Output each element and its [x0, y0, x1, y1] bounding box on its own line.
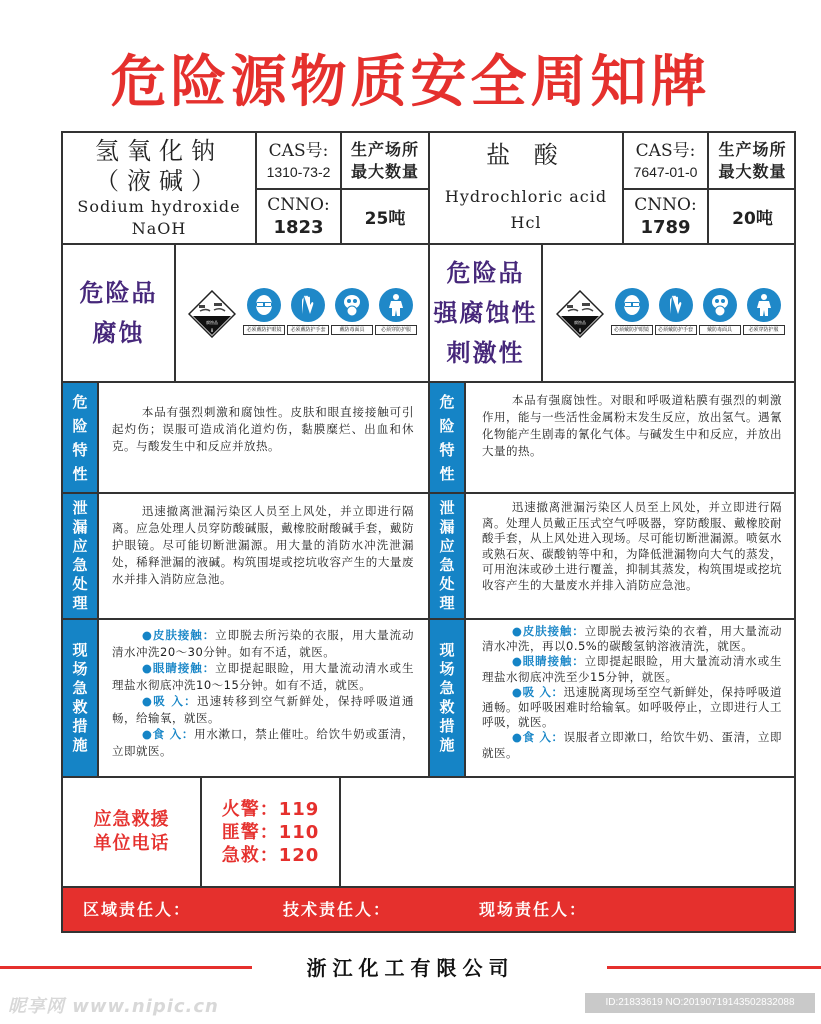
corrosive-hazard-icon	[188, 290, 236, 338]
ppe-label: 必须戴防护手套	[655, 325, 697, 335]
right-hazard-class	[430, 245, 541, 381]
right-formula: Hcl	[510, 213, 542, 232]
police-number: 匪警：110	[221, 821, 320, 843]
company-name: 浙江化工有限公司	[306, 956, 515, 980]
left-quantity	[342, 190, 428, 243]
area-responsible: 区域责任人：	[83, 900, 192, 919]
gas-mask-icon	[335, 288, 369, 322]
right-first-aid	[482, 624, 782, 761]
right-quantity	[709, 190, 796, 243]
left-hazard-label: 危 险 特 性	[63, 383, 97, 492]
aid-item: ●食 入：误服者立即漱口，给饮牛奶、蛋清，立即就医。	[482, 730, 782, 760]
hazard-class-line: 强腐蚀性	[433, 299, 538, 327]
right-cnno-label: CNNO:	[634, 194, 697, 215]
ppe-gloves	[288, 288, 328, 335]
left-max-label	[342, 133, 428, 188]
right-cas	[624, 133, 707, 188]
protective-suit-icon	[379, 288, 413, 322]
page-title: 危险源物质安全周知牌	[110, 50, 711, 115]
gloves-icon	[659, 288, 693, 322]
goggles-icon	[247, 288, 281, 322]
svg-text:腐蚀品: 腐蚀品	[206, 320, 218, 325]
right-cn-name: 盐 酸	[486, 141, 566, 169]
emergency-numbers	[202, 778, 339, 886]
ppe-label: 必须穿防护服	[375, 325, 417, 335]
left-chemical-name	[63, 133, 255, 243]
right-hazard-label: 危 险 特 性	[430, 383, 464, 492]
left-en-name: Sodium hydroxide	[77, 197, 241, 216]
ppe-gloves	[656, 288, 696, 335]
ambulance-number: 急救：120	[221, 844, 320, 866]
right-chemical-name	[430, 133, 622, 243]
hazard-class-line: 危险品	[79, 279, 158, 307]
fire-number: 火警：119	[221, 798, 320, 820]
svg-text:8: 8	[578, 328, 581, 333]
left-hazard-text: 本品有强烈刺激和腐蚀性。皮肤和眼直接接触可引起灼伤；误服可造成消化道灼伤，黏膜糜烂、出血和休克。与酸发生中和反应并放热。	[112, 405, 414, 453]
hazard-class-line: 危险品	[446, 259, 525, 287]
right-max-label	[709, 133, 796, 188]
aid-item: ●皮肤接触：立即脱去所污染的衣服，用大量流动清水冲洗20～30分钟。如有不适，就医。	[112, 628, 415, 659]
responsible-bar	[63, 888, 794, 931]
max-label-line2: 最大数量	[718, 161, 787, 181]
right-aid-label: 现 场 急 救 措 施	[430, 620, 464, 776]
max-label-line2: 最大数量	[350, 161, 419, 181]
watermark-id: ID:21833619 NO:20190719143502832088	[585, 993, 815, 1013]
ppe-label: 必须戴防护眼镜	[611, 325, 653, 335]
left-leak-label: 泄 漏 应 急 处 理	[63, 494, 97, 618]
ppe-gas-mask	[332, 288, 372, 335]
goggles-icon	[615, 288, 649, 322]
right-cnno	[624, 190, 707, 243]
left-cnno-value: 1823	[273, 216, 324, 238]
divider	[97, 383, 99, 776]
left-first-aid	[112, 627, 414, 759]
max-label-line1: 生产场所	[718, 139, 787, 159]
left-cnno-label: CNNO:	[267, 194, 330, 215]
left-safety-icons	[176, 245, 428, 381]
aid-item: ●眼睛接触：立即提起眼睑，用大量流动清水或生理盐水彻底冲洗10～15分钟。如有不适，就医。	[112, 661, 415, 692]
ppe-label: 必须戴防护手套	[287, 325, 329, 335]
aid-item: ●食 入：用水漱口，禁止催吐。给饮牛奶或蛋清，立即就医。	[112, 727, 415, 758]
right-hazard-text: 本品有强腐蚀性。对眼和呼吸道粘膜有强烈的刺激作用，能与一些活性金属粉末发生反应，放出氢气。遇氰化物能产生剧毒的氰化气体。与碱发生中和反应，并放出大量的热。	[482, 393, 782, 458]
right-leak-text: 迅速撤离泄漏污染区人员至上风处，并立即进行隔离。处理人员戴正压式空气呼吸器，穿防酸服、戴橡胶耐酸手套，从上风处进入现场。尽可能切断泄漏源。喷氨水或熟石灰、碳酸钠等中和，为降低泄漏物向大气的蒸发，可用泡沫或砂土进行覆盖，抑制其蒸发，构筑围堤或挖坑收容产生的大量废水并排入消防应急池。	[482, 500, 782, 592]
left-aid-label: 现 场 急 救 措 施	[63, 620, 97, 776]
left-cas-label: CAS号:	[268, 140, 329, 161]
hazard-class-line: 腐蚀	[92, 319, 145, 347]
left-hazard-class	[63, 245, 174, 381]
left-cn-alias: （液碱）	[95, 167, 223, 195]
left-cas-value: 1310-73-2	[266, 163, 331, 180]
ppe-goggles	[244, 288, 284, 335]
left-cas	[257, 133, 340, 188]
right-en-name: Hydrochloric acid	[444, 187, 608, 206]
aid-item: ●吸 入：迅速转移到空气新鲜处，保持呼吸道通畅，给输氧，就医。	[112, 694, 414, 725]
aid-item: ●吸 入：迅速脱离现场至空气新鲜处，保持呼吸道通畅。如呼吸困难时给输氧。如呼吸停止，立即进行人工呼吸，就医。	[482, 684, 782, 730]
right-cas-value: 7647-01-0	[633, 163, 698, 180]
divider	[464, 383, 466, 776]
left-leak-text: 迅速撤离泄漏污染区人员至上风处，并立即进行隔离。应急处理人员穿防酸碱服，戴橡胶耐酸碱手套，戴防护眼镜。尽可能切断泄漏源。用大量的消防水冲洗泄漏处，稀释泄漏的液碱。构筑围堤或挖坑收容产生的大量废水并排入消防应急池。	[112, 504, 414, 586]
ppe-gas-mask	[700, 288, 740, 335]
left-formula: NaOH	[131, 219, 187, 238]
hazard-class-line: 刺激性	[446, 339, 525, 367]
corrosive-hazard-icon	[556, 290, 604, 338]
ppe-label: 必须戴防护眼镜	[243, 325, 285, 335]
emergency-label	[63, 778, 200, 886]
ppe-label: 必须穿防护服	[743, 325, 785, 335]
max-label-line1: 生产场所	[350, 139, 419, 159]
ppe-label: 戴防毒面具	[699, 325, 741, 335]
ppe-protective-suit	[376, 288, 416, 335]
ppe-label: 戴防毒面具	[331, 325, 373, 335]
right-cas-label: CAS号:	[635, 140, 696, 161]
right-leak-label: 泄 漏 应 急 处 理	[430, 494, 464, 618]
emergency-label-line1: 应急救援	[93, 809, 170, 830]
ppe-protective-suit	[744, 288, 784, 335]
watermark-logo: 昵享网 www.nipic.cn	[8, 996, 219, 1017]
ppe-goggles	[612, 288, 652, 335]
gas-mask-icon	[703, 288, 737, 322]
svg-text:8: 8	[210, 328, 214, 333]
tech-responsible: 技术责任人：	[283, 900, 392, 919]
right-quantity-value: 20吨	[732, 209, 773, 229]
left-cn-name: 氢氧化钠	[95, 137, 223, 165]
left-quantity-value: 25吨	[364, 209, 406, 229]
protective-suit-icon	[747, 288, 781, 322]
right-safety-icons	[543, 245, 796, 381]
gloves-icon	[291, 288, 325, 322]
left-cnno	[257, 190, 340, 243]
right-cnno-value: 1789	[640, 216, 691, 238]
emergency-label-line2: 单位电话	[93, 833, 170, 854]
svg-text:腐蚀品: 腐蚀品	[573, 320, 586, 325]
aid-item: ●皮肤接触：立即脱去被污染的衣着，用大量流动清水冲洗，再以0.5%的碳酸氢钠溶液清洗，就医。	[482, 624, 782, 654]
aid-item: ●眼睛接触：立即提起眼睑，用大量流动清水或生理盐水彻底冲洗至少15分钟，就医。	[482, 654, 782, 684]
emergency-blank	[341, 778, 796, 886]
site-responsible: 现场责任人：	[479, 900, 588, 919]
